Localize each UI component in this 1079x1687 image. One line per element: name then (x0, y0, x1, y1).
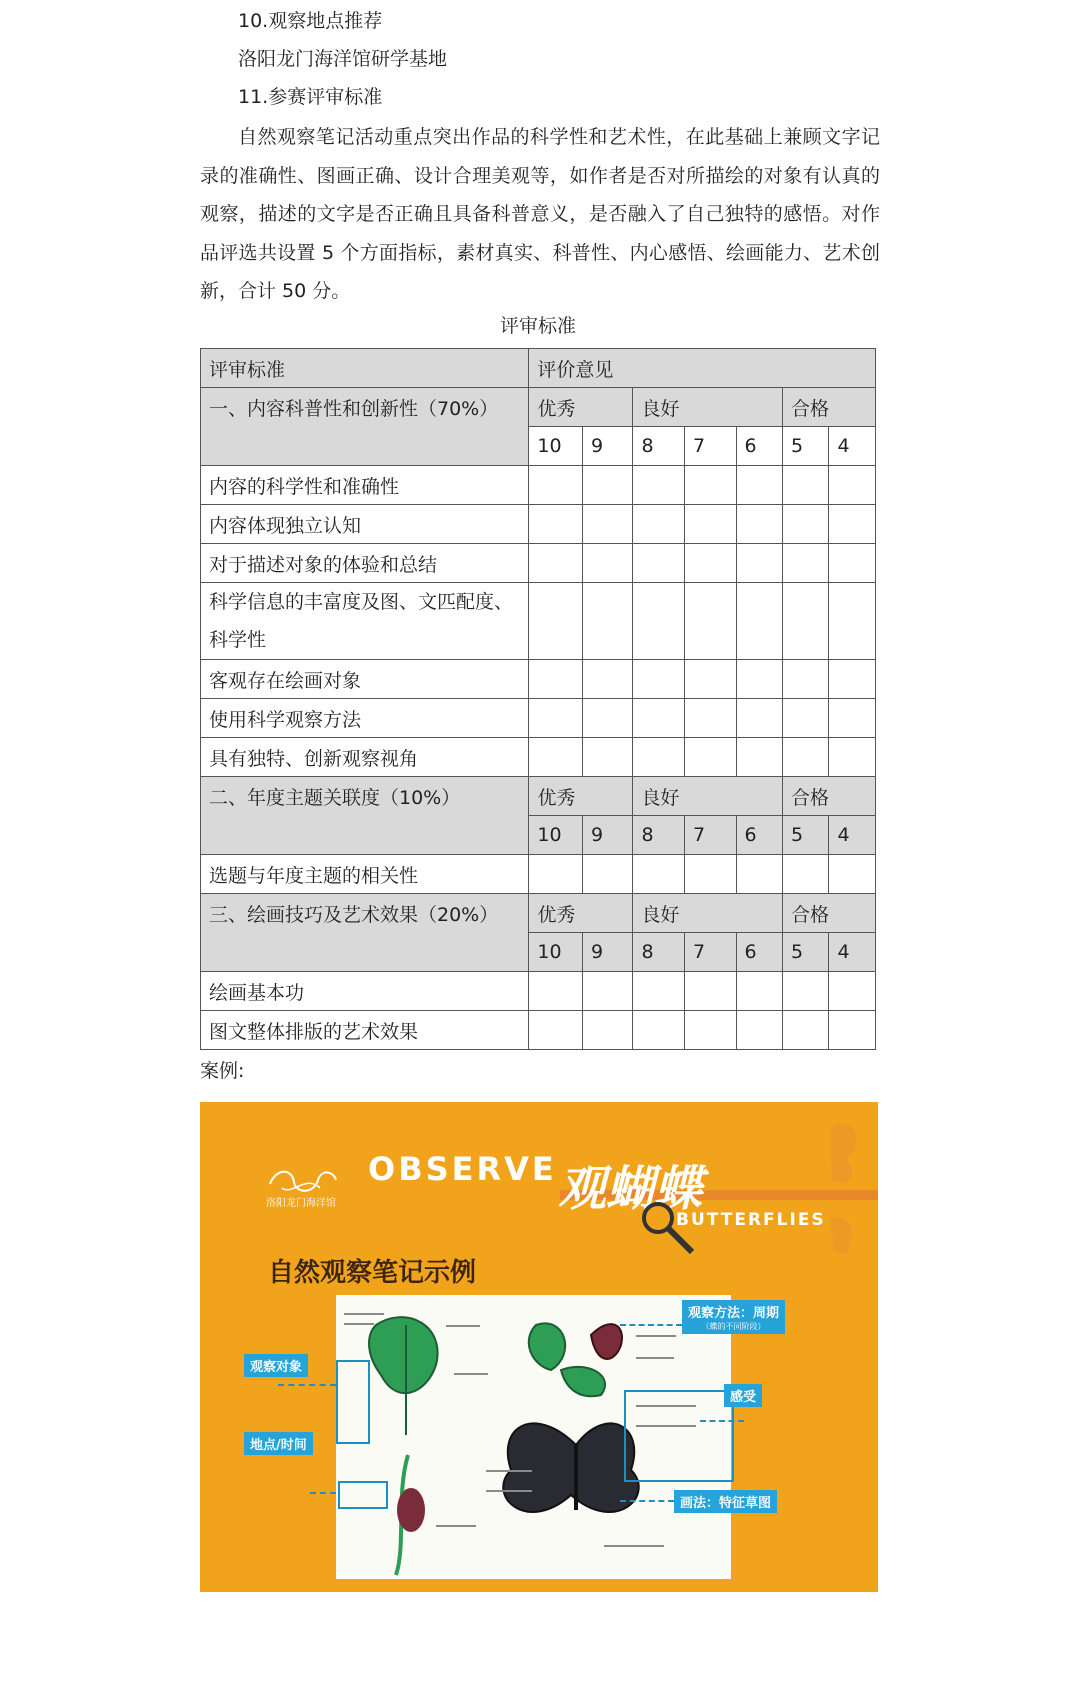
grade-good: 良好 (633, 388, 783, 427)
observe-title: OBSERVE (368, 1150, 557, 1188)
grade-pass: 合格 (782, 894, 875, 933)
table-row (201, 699, 876, 738)
grade-good: 良好 (633, 894, 783, 933)
highlight-place (338, 1481, 388, 1509)
criterion-label: 科学信息的丰富度及图、文匹配度、科学性 (201, 583, 529, 660)
section-title: 一、内容科普性和创新性（70%） (201, 388, 529, 466)
example-label: 案例: (200, 1060, 245, 1082)
header-criteria: 评审标准 (201, 349, 529, 388)
heading-observation-location: 10.观察地点推荐 (238, 10, 383, 32)
score-cell: 8 (633, 816, 685, 855)
section-title: 三、绘画技巧及艺术效果（20%） (201, 894, 529, 972)
score-cell: 4 (829, 816, 876, 855)
notebook-sheet (336, 1295, 731, 1579)
score-cell: 10 (529, 427, 583, 466)
section-row (201, 894, 876, 933)
butterflies-title: BUTTERFLIES (676, 1210, 826, 1230)
grade-excellent: 优秀 (529, 388, 633, 427)
table-row (201, 466, 876, 505)
score-cell: 8 (633, 427, 685, 466)
tag-place-time: 地点/时间 (244, 1432, 313, 1455)
scoring-table (200, 348, 876, 1050)
tag-drawing-method: 画法：特征草图 (674, 1490, 777, 1513)
table-row (201, 972, 876, 1011)
score-cell: 5 (782, 933, 828, 972)
criterion-label: 选题与年度主题的相关性 (201, 855, 529, 894)
criterion-label: 图文整体排版的艺术效果 (201, 1011, 529, 1050)
tag-method: 观察方法：周期 （蝶的不同阶段） (682, 1300, 785, 1334)
score-cell: 7 (684, 427, 736, 466)
grade-excellent: 优秀 (529, 777, 633, 816)
score-cell: 4 (829, 933, 876, 972)
score-cell: 6 (736, 816, 782, 855)
table-row (201, 583, 876, 660)
logo-text: 洛阳龙门海洋馆 (266, 1198, 336, 1209)
table-row (201, 660, 876, 699)
table-row (201, 738, 876, 777)
score-cell: 8 (633, 933, 685, 972)
score-cell: 9 (582, 933, 633, 972)
butterfly-silhouette-icon (790, 1110, 870, 1270)
score-cell: 4 (829, 427, 876, 466)
criterion-label: 绘画基本功 (201, 972, 529, 1011)
sample-title: 自然观察笔记示例 (268, 1258, 477, 1288)
criterion-label: 具有独特、创新观察视角 (201, 738, 529, 777)
section-row (201, 777, 876, 816)
score-cell: 5 (782, 816, 828, 855)
table-header-row (201, 349, 876, 388)
magnifier-icon (638, 1198, 698, 1258)
score-cell: 7 (684, 816, 736, 855)
criterion-label: 客观存在绘画对象 (201, 660, 529, 699)
grade-pass: 合格 (782, 777, 875, 816)
example-poster (200, 1102, 878, 1592)
highlight-feeling (624, 1390, 734, 1482)
table-row (201, 1011, 876, 1050)
score-cell: 6 (736, 933, 782, 972)
criteria-paragraph: 自然观察笔记活动重点突出作品的科学性和艺术性，在此基础上兼顾文字记录的准确性、图画正确、设计合理美观等，如作者是否对所描绘的对象有认真的观察，描述的文字是否正确且具备科普意义，是否融入了自己独特的感悟。对作品评选共设置 5 个方面指标，素材真实、科普性、内心感悟、绘画能力、艺术创新，合计 50 分。 (200, 126, 880, 302)
score-cell: 9 (582, 816, 633, 855)
grade-excellent: 优秀 (529, 894, 633, 933)
table-row (201, 855, 876, 894)
score-cell: 6 (736, 427, 782, 466)
heading-judging-criteria: 11.参赛评审标准 (238, 86, 383, 108)
section-title: 二、年度主题关联度（10%） (201, 777, 529, 855)
header-evaluation: 评价意见 (529, 349, 876, 388)
grade-good: 良好 (633, 777, 783, 816)
table-row (201, 544, 876, 583)
criterion-label: 对于描述对象的体验和总结 (201, 544, 529, 583)
criterion-label: 内容体现独立认知 (201, 505, 529, 544)
score-cell: 10 (529, 816, 583, 855)
section-row (201, 388, 876, 427)
butterfly-title-cn: 观蝴蝶 (558, 1161, 703, 1217)
score-cell: 9 (582, 427, 633, 466)
location-text: 洛阳龙门海洋馆研学基地 (238, 48, 448, 70)
score-cell: 5 (782, 427, 828, 466)
table-caption: 评审标准 (499, 315, 576, 337)
criterion-label: 内容的科学性和准确性 (201, 466, 529, 505)
score-cell: 10 (529, 933, 583, 972)
criterion-label: 使用科学观察方法 (201, 699, 529, 738)
grade-pass: 合格 (782, 388, 875, 427)
tag-object: 观察对象 (244, 1354, 308, 1377)
score-cell: 7 (684, 933, 736, 972)
highlight-object (336, 1360, 370, 1444)
tag-feeling: 感受 (724, 1384, 762, 1407)
table-row (201, 505, 876, 544)
